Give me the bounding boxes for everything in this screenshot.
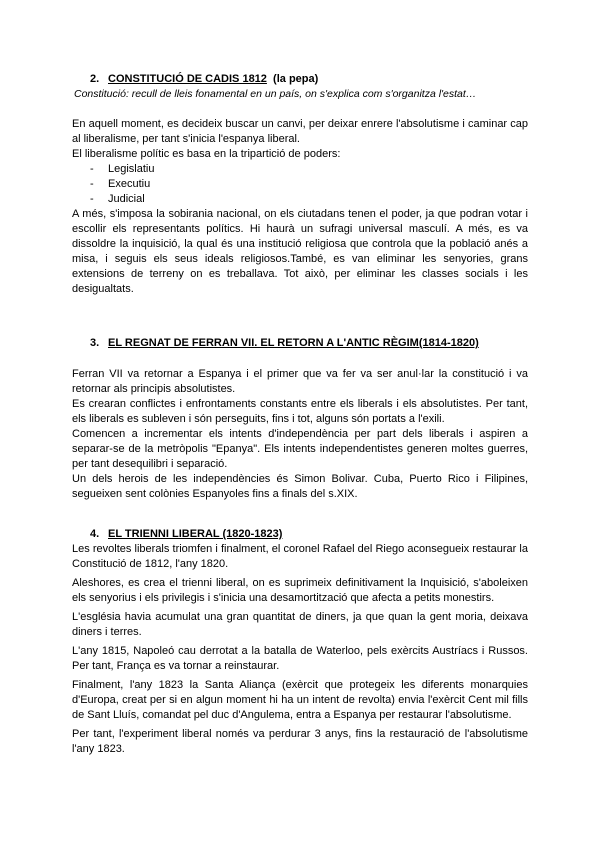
paragraph: Les revoltes liberals triomfen i finalment, el coronel Rafael del Riego aconsegueix restaurar la Constitució de 1812, l'any 1820. xyxy=(72,543,528,570)
paragraph: Comencen a incrementar els intents d'independència per part dels liberals i aspiren a separar-se de la metròpolis "Epanya". Els intents independentistes generen moltes guerres, per tant desequilibri i separació. xyxy=(72,428,528,470)
paragraph: En aquell moment, es decideix buscar un canvi, per deixar enrere l'absolutisme i caminar cap al liberalisme, per tant s'inicia l'espanya liberal. xyxy=(72,118,528,145)
section-2-heading xyxy=(72,72,528,87)
list-item: - Judicial xyxy=(90,192,528,207)
paragraph: Aleshores, es crea el trienni liberal, on es suprimeix definitivament la Inquisició, s'aboleixen els senyorius i els privilegis i s'inicia una desamortització que afecta a petits monestirs. xyxy=(72,577,528,604)
paragraph: L'any 1815, Napoleó cau derrotat a la batalla de Waterloo, pels exèrcits Austríacs i Russos. Per tant, França es va tornar a reinstaurar. xyxy=(72,645,528,672)
section-3 xyxy=(72,336,528,502)
section-number: 4. xyxy=(90,528,100,540)
section-title: CONSTITUCIÓ DE CADIS 1812 xyxy=(108,73,267,85)
paragraph: Ferran VII va retornar a Espanya i el primer que va fer va ser anul·lar la constitució i va retornar als principis absolutistes. xyxy=(72,368,528,395)
section-number: 2. xyxy=(90,73,100,85)
list-item: - Legislatiu xyxy=(90,162,528,177)
section-3-heading xyxy=(72,336,528,351)
paragraph: El liberalisme polític es basa en la tripartició de poders: xyxy=(72,148,341,160)
paragraph: Un dels herois de les independències és Simon Bolivar. Cuba, Puerto Rico i Filipines, segueixen sent colònies Espanyoles fins a finals del s.XIX. xyxy=(72,473,528,500)
list-item: - Executiu xyxy=(90,177,528,192)
paragraph: Es crearan conflictes i enfrontaments constants entre els liberals i els absolutistes. Per tant, els liberals es subleven i són perseguits, fins i tot, alguns són portats a l'exili. xyxy=(72,398,528,425)
section-2 xyxy=(72,72,528,297)
section-4 xyxy=(72,527,528,757)
paragraph: Per tant, l'experiment liberal només va perdurar 3 anys, fins la restauració de l'absolutisme l'any 1823. xyxy=(72,728,528,755)
section-4-heading xyxy=(72,527,528,542)
section-title: EL REGNAT DE FERRAN VII. EL RETORN A L'ANTIC RÈGIM(1814-1820) xyxy=(108,337,479,349)
paragraph: L'església havia acumulat una gran quantitat de diners, ja que quan la gent moria, deixava diners i terres. xyxy=(72,611,528,638)
section-title-note: (la pepa) xyxy=(273,73,319,85)
paragraph: A més, s'imposa la sobirania nacional, on els ciutadans tenen el poder, ja que podran votar i escollir els representants polítics. Hi haurà un sufragi universal masculí. A més, es va dissoldre la inquisició, la qual és una institució religiosa que controla que la població anés a misa, i seguis els seus ideals religiosos.També, es van eliminar les senyories, grans extensions de terreny on es treballava. Tot això, per eliminar les classes socials i les desigualtats. xyxy=(72,208,528,295)
paragraph: Finalment, l'any 1823 la Santa Aliança (exèrcit que protegeix les diferents monarquies d'Europa, creat per si en algun moment hi ha un intent de revolta) envia l'exèrcit Cent mil fills de Sant Lluís, comandat pel duc d'Angulema, entra a Espanya per restaurar l'absolutisme. xyxy=(72,679,528,721)
section-number: 3. xyxy=(90,337,100,349)
section-subtitle: Constitució: recull de lleis fonamental en un país, on s'explica com s'organitza l'estat… xyxy=(74,88,477,100)
powers-list xyxy=(72,162,528,207)
section-title: EL TRIENNI LIBERAL (1820-1823) xyxy=(108,528,283,540)
